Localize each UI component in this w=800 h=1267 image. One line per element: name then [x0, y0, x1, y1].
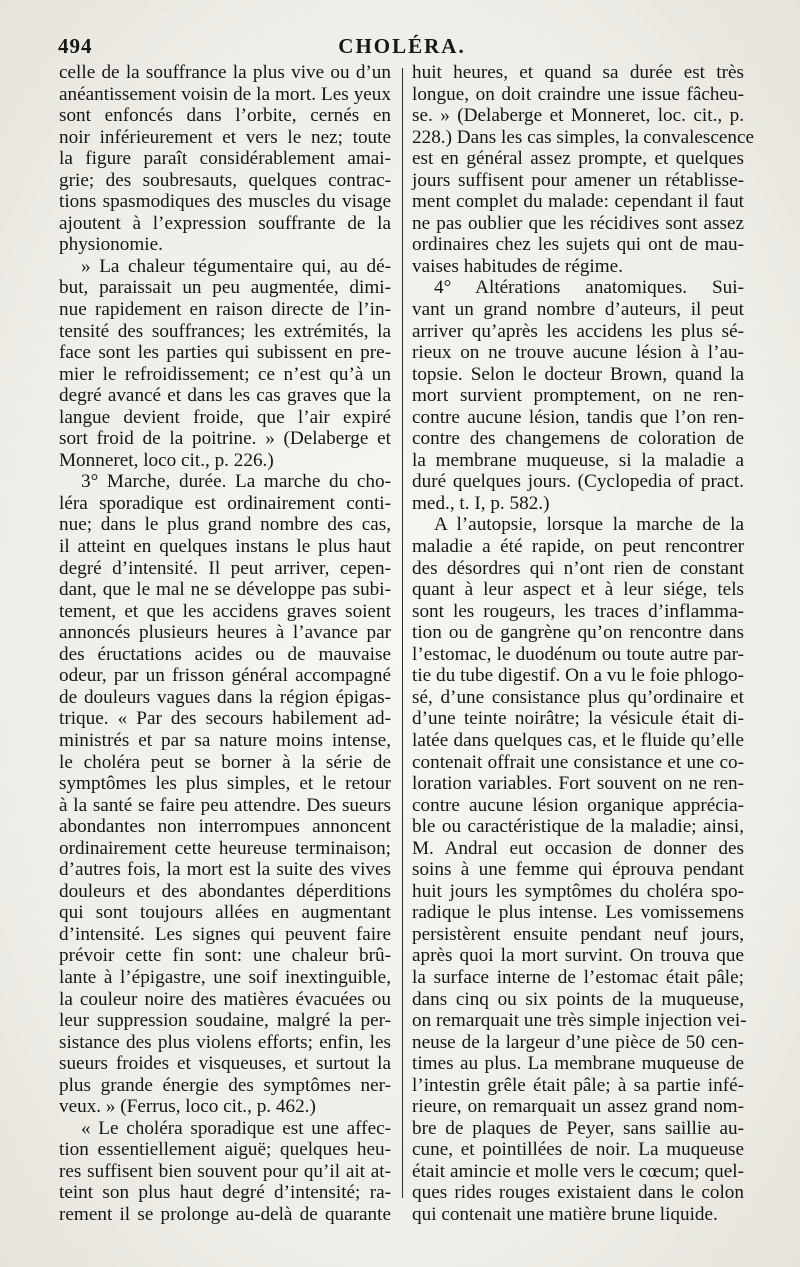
text-line: « Le choléra sporadique est une affec-	[81, 1117, 391, 1139]
text-line: quant à leur aspect et à leur siége, tels	[412, 579, 744, 601]
text-line: anéantissement voisin de la mort. Les yeux	[59, 83, 391, 105]
text-line: il atteint en quelques instans le plus haut	[59, 536, 391, 558]
text-line: M. Andral eut occasion de donner des	[412, 837, 744, 859]
text-line: contre aucune lésion, tandis que l’on ren-	[412, 406, 744, 428]
text-line: d’intensité. Les signes qui peuvent faire	[59, 923, 391, 945]
text-line: tion essentiellement aiguë; quelques heu-	[59, 1139, 391, 1161]
text-line: jours suffisent pour amener un rétablisse-	[412, 169, 744, 191]
text-line: sueurs froides et visqueuses, et surtout la	[59, 1053, 391, 1075]
text-line: mier le refroidissement; ce n’est qu’à un	[59, 363, 391, 385]
text-line: qui contenait une matière brune liquide.	[412, 1203, 718, 1225]
text-line: teint son plus haut degré d’intensité; ra-	[59, 1182, 391, 1204]
text-line: l’intestin grêle était pâle; à sa partie infé-	[412, 1074, 744, 1096]
text-line: sort froid de la poitrine. » (Delaberge et	[59, 428, 391, 450]
text-line: à la santé se faire peu attendre. Des sueurs	[59, 794, 391, 816]
text-line: lante à l’épigastre, une soif inextinguible,	[59, 966, 391, 988]
text-line: leur suppression soudaine, malgré la per-	[59, 1010, 391, 1032]
text-line: sistance des plus violens efforts; enfin, les	[59, 1031, 391, 1053]
text-line: physionomie.	[59, 234, 163, 256]
text-line: topsie. Selon le docteur Brown, quand la	[412, 363, 744, 385]
text-line: prévoir cette fin sont: une chaleur brû-	[59, 945, 391, 967]
text-line: se. » (Delaberge et Monneret, loc. cit., p.	[412, 105, 744, 127]
text-line: loration variables. Fort souvent on ne ren-	[412, 773, 744, 795]
text-line: léra sporadique est ordinairement conti-	[59, 492, 391, 514]
text-line: huit jours les symptômes du choléra spo-	[412, 880, 744, 902]
text-line: qui sont toujours allées en augmentant	[59, 902, 391, 924]
text-line: ques rides rouges existaient dans le colon	[412, 1182, 744, 1204]
text-line: persistèrent ensuite pendant neuf jours,	[412, 923, 744, 945]
text-line: ajoutent à l’expression souffrante de la	[59, 212, 391, 234]
text-line: duré quelques jours. (Cyclopedia of pract.	[412, 471, 744, 493]
text-line: des désordres qui n’ont rien de constant	[412, 557, 744, 579]
text-line: sé, d’une consistance plus qu’ordinaire et	[412, 686, 744, 708]
text-line: on remarquait une très simple injection vei-	[412, 1010, 747, 1032]
text-line: vaises habitudes de régime.	[412, 255, 623, 277]
text-line: rieure, on remarquait un assez grand nom-	[412, 1096, 744, 1118]
text-line: arriver qu’après les accidens les plus sé-	[412, 320, 744, 342]
text-line: contre des changemens de coloration de	[412, 428, 744, 450]
text-line: ment complet du malade: cependant il faut	[412, 191, 744, 213]
text-line: neuse de la largeur d’une pièce de 50 cen-	[412, 1031, 744, 1053]
text-line: 4° Altérations anatomiques. Sui-	[434, 277, 744, 299]
text-line: mort survient promptement, on ne ren-	[412, 385, 744, 407]
text-line: cune, et pointillées de noir. La muqueuse	[412, 1139, 744, 1161]
text-line: la figure paraît considérablement amai-	[59, 148, 391, 170]
running-head: CHOLÉRA.	[338, 34, 466, 58]
text-line: odeur, par un frisson général accompagné	[59, 665, 391, 687]
text-line: vant un grand nombre d’auteurs, il peut	[412, 299, 744, 321]
text-line: dans cinq ou six points de la muqueuse,	[412, 988, 744, 1010]
text-line: la surface interne de l’estomac était pâle;	[412, 966, 744, 988]
text-line: maladie a été rapide, on peut rencontrer	[412, 536, 744, 558]
text-line: ble ou caractéristique de la maladie; ainsi,	[412, 816, 744, 838]
text-line: d’autres fois, la mort est la suite des vives	[59, 859, 391, 881]
text-line: symptômes les plus simples, et le retour	[59, 773, 391, 795]
text-line: la couleur noire des matières évacuées ou	[59, 988, 391, 1010]
text-line: radique le plus intense. Les vomissemens	[412, 902, 744, 924]
text-line: A l’autopsie, lorsque la marche de la	[434, 514, 744, 536]
text-line: des éructations acides ou de mauvaise	[59, 643, 391, 665]
text-line: la membrane muqueuse, si la maladie a	[412, 449, 744, 471]
text-line: contenait offrait une consistance et une co-	[412, 751, 744, 773]
text-line: res suffisent bien souvent pour qu’il ait at-	[59, 1160, 391, 1182]
text-line: degré avancé et dans les cas graves que la	[59, 385, 391, 407]
text-line: sont enfoncés dans l’orbite, cernés en	[59, 105, 391, 127]
text-line: 228.) Dans les cas simples, la convalescence	[412, 126, 755, 148]
text-line: veux. » (Ferrus, loco cit., p. 462.)	[59, 1096, 316, 1118]
text-line: langue devient froide, que l’air expiré	[59, 406, 391, 428]
text-line: bre de plaques de Peyer, sans saillie au-	[412, 1117, 744, 1139]
text-line: était amincie et molle vers le cœcum; quel-	[412, 1160, 744, 1182]
text-line: d’une teinte noirâtre; la vésicule était di-	[412, 708, 744, 730]
text-line: annoncés plusieurs heures à l’avance par	[59, 622, 391, 644]
text-line: tement, et que les accidens graves soient	[59, 600, 391, 622]
text-line: face sont les parties qui subissent en pre-	[59, 342, 391, 364]
text-line: douleurs et des abondantes déperditions	[59, 880, 391, 902]
page-number: 494	[58, 34, 93, 58]
text-line: nue; dans le plus grand nombre des cas,	[59, 514, 391, 536]
text-line: degré d’intensité. Il peut arriver, cepen-	[59, 557, 391, 579]
text-line: de douleurs vagues dans la région épigas-	[59, 686, 391, 708]
text-line: tion ou de gangrène qu’on rencontre dans	[412, 622, 744, 644]
text-line: latée dans quelques cas, et le fluide qu’elle	[412, 729, 744, 751]
text-line: est en général assez prompte, et quelques	[412, 148, 744, 170]
text-line: longue, on doit craindre une issue fâcheu-	[412, 83, 744, 105]
text-line: Monneret, loco cit., p. 226.)	[59, 449, 274, 471]
text-line: med., t. I, p. 582.)	[412, 492, 550, 514]
text-line: » La chaleur tégumentaire qui, au dé-	[81, 255, 391, 277]
text-line: soins à une femme qui éprouva pendant	[412, 859, 744, 881]
text-line: ordinaires chez les sujets qui ont de mau-	[412, 234, 744, 256]
text-line: tions spasmodiques des muscles du visage	[59, 191, 391, 213]
text-line: l’estomac, le duodénum ou toute autre par-	[412, 643, 744, 665]
text-line: rement il se prolonge au-delà de quarante	[59, 1203, 391, 1225]
text-line: tie du tube digestif. On a vu le foie phlogo-	[412, 665, 744, 687]
text-line: nue rapidement en raison directe de l’in-	[59, 299, 391, 321]
text-line: sont les rougeurs, les traces d’inflamma-	[412, 600, 744, 622]
text-line: après quoi la mort survint. On trouva que	[412, 945, 744, 967]
text-line: rieux on ne trouve aucune lésion à l’au-	[412, 342, 744, 364]
text-line: grie; des soubresauts, quelques contrac-	[59, 169, 391, 191]
left-text-column	[59, 62, 391, 1226]
text-line: 3° Marche, durée. La marche du cho-	[81, 471, 391, 493]
text-line: huit heures, et quand sa durée est très	[412, 62, 744, 83]
text-line: trique. « Par des secours habilement ad-	[59, 708, 391, 730]
right-text-column	[412, 62, 755, 1226]
page-header	[58, 34, 746, 64]
text-line: ordinairement cette heureuse terminaison;	[59, 837, 391, 859]
text-line: celle de la souffrance la plus vive ou d’un	[59, 62, 391, 83]
text-line: ne pas oublier que les récidives sont assez	[412, 212, 744, 234]
text-line: dant, que le mal ne se développe pas subi-	[59, 579, 391, 601]
text-line: but, paraissait un peu augmentée, dimi-	[59, 277, 391, 299]
text-line: times au plus. La membrane muqueuse de	[412, 1053, 744, 1075]
column-divider	[402, 68, 403, 1198]
text-line: le choléra peut se borner à la série de	[59, 751, 391, 773]
text-line: contre aucune lésion organique apprécia-	[412, 794, 744, 816]
text-line: noir inférieurement et vers le nez; toute	[59, 126, 391, 148]
text-line: tensité des souffrances; les extrémités, la	[59, 320, 391, 342]
text-line: plus grande énergie des symptômes ner-	[59, 1074, 391, 1096]
text-line: ministrés et par sa nature moins intense,	[59, 729, 391, 751]
text-line: abondantes non interrompues annoncent	[59, 816, 391, 838]
